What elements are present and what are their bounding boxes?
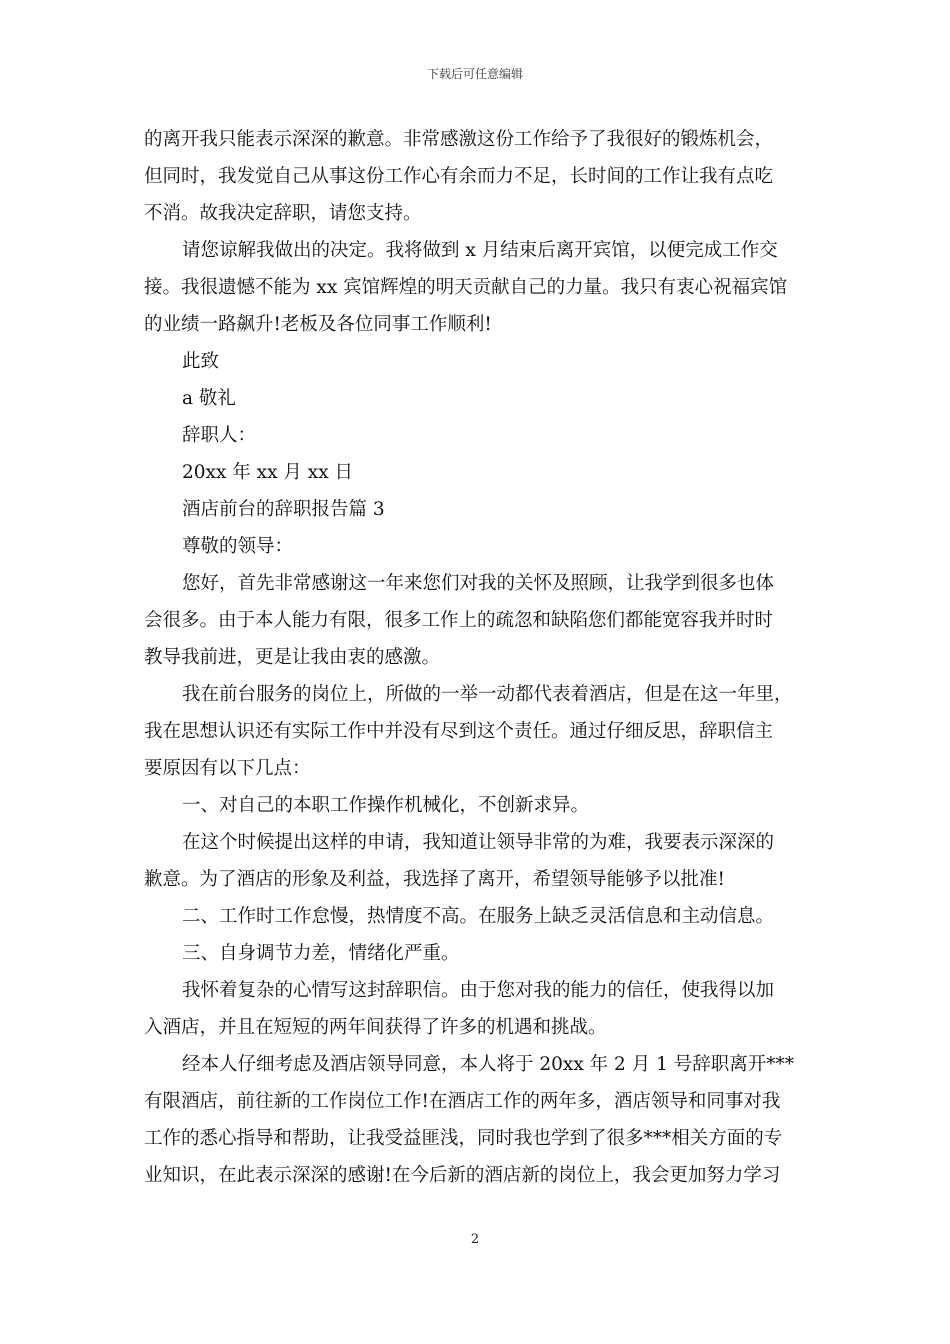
text-line: 有限酒店，前往新的工作岗位工作!在酒店工作的两年多，酒店领导和同事对我 bbox=[144, 1091, 781, 1112]
text-line: 要原因有以下几点： bbox=[144, 758, 311, 779]
date-line: 20xx 年 xx 月 xx 日 bbox=[182, 462, 354, 483]
text-line: 在这个时候提出这样的申请，我知道让领导非常的为难，我要表示深深的 bbox=[182, 832, 775, 853]
text-line: 请您谅解我做出的决定。我将做到 x 月结束后离开宾馆，以便完成工作交 bbox=[182, 240, 778, 261]
page-number: 2 bbox=[470, 1232, 480, 1247]
text-line: 您好，首先非常感谢这一年来您们对我的关怀及照顾，让我学到很多也体 bbox=[182, 573, 775, 594]
list-item: 一、对自己的本职工作操作机械化，不创新求异。 bbox=[182, 795, 590, 816]
text-line: 会很多。由于本人能力有限，很多工作上的疏忽和缺陷您们都能宽容我并时时 bbox=[144, 610, 774, 631]
text-line: 但同时，我发觉自己从事这份工作心有余而力不足，长时间的工作让我有点吃 bbox=[144, 166, 774, 187]
text-line: 教导我前进，更是让我由衷的感激。 bbox=[144, 647, 441, 668]
salutation-line: a 敬礼 bbox=[182, 388, 236, 409]
text-line: 不消。故我决定辞职，请您支持。 bbox=[144, 203, 422, 224]
signature-line: 辞职人： bbox=[182, 425, 257, 446]
text-line: 业知识，在此表示深深的感谢!在今后新的酒店新的岗位上，我会更加努力学习 bbox=[144, 1165, 781, 1186]
text-line: 我在思想认识还有实际工作中并没有尽到这个责任。通过仔细反思，辞职信主 bbox=[144, 721, 774, 742]
text-line: 经本人仔细考虑及酒店领导同意，本人将于 20xx 年 2 月 1 号辞职离开*** bbox=[182, 1054, 794, 1075]
text-line: 我怀着复杂的心情写这封辞职信。由于您对我的能力的信任，使我得以加 bbox=[182, 980, 775, 1001]
list-item: 三、自身调节力差，情绪化严重。 bbox=[182, 943, 460, 964]
section-title: 酒店前台的辞职报告篇 3 bbox=[182, 499, 385, 520]
text-line: 工作的悉心指导和帮助，让我受益匪浅，同时我也学到了很多***相关方面的专 bbox=[144, 1128, 783, 1149]
text-line: 我在前台服务的岗位上，所做的一举一动都代表着酒店，但是在这一年里， bbox=[182, 684, 793, 705]
text-line: 歉意。为了酒店的形象及利益，我选择了离开，希望领导能够予以批准! bbox=[144, 869, 725, 890]
greeting-line: 尊敬的领导： bbox=[182, 536, 294, 557]
text-line: 的业绩一路飙升!老板及各位同事工作顺利! bbox=[144, 314, 492, 335]
list-item: 二、工作时工作怠慢，热情度不高。在服务上缺乏灵活信息和主动信息。 bbox=[182, 906, 775, 927]
document-body bbox=[144, 121, 806, 1194]
text-line: 的离开我只能表示深深的歉意。非常感激这份工作给予了我很好的锻炼机会， bbox=[144, 129, 774, 150]
page-header: 下载后可任意编辑 bbox=[426, 67, 523, 81]
closing-line: 此致 bbox=[182, 351, 220, 372]
text-line: 接。我很遗憾不能为 xx 宾馆辉煌的明天贡献自己的力量。我只有衷心祝福宾馆 bbox=[144, 277, 788, 298]
text-line: 入酒店，并且在短短的两年间获得了许多的机遇和挑战。 bbox=[144, 1017, 607, 1038]
